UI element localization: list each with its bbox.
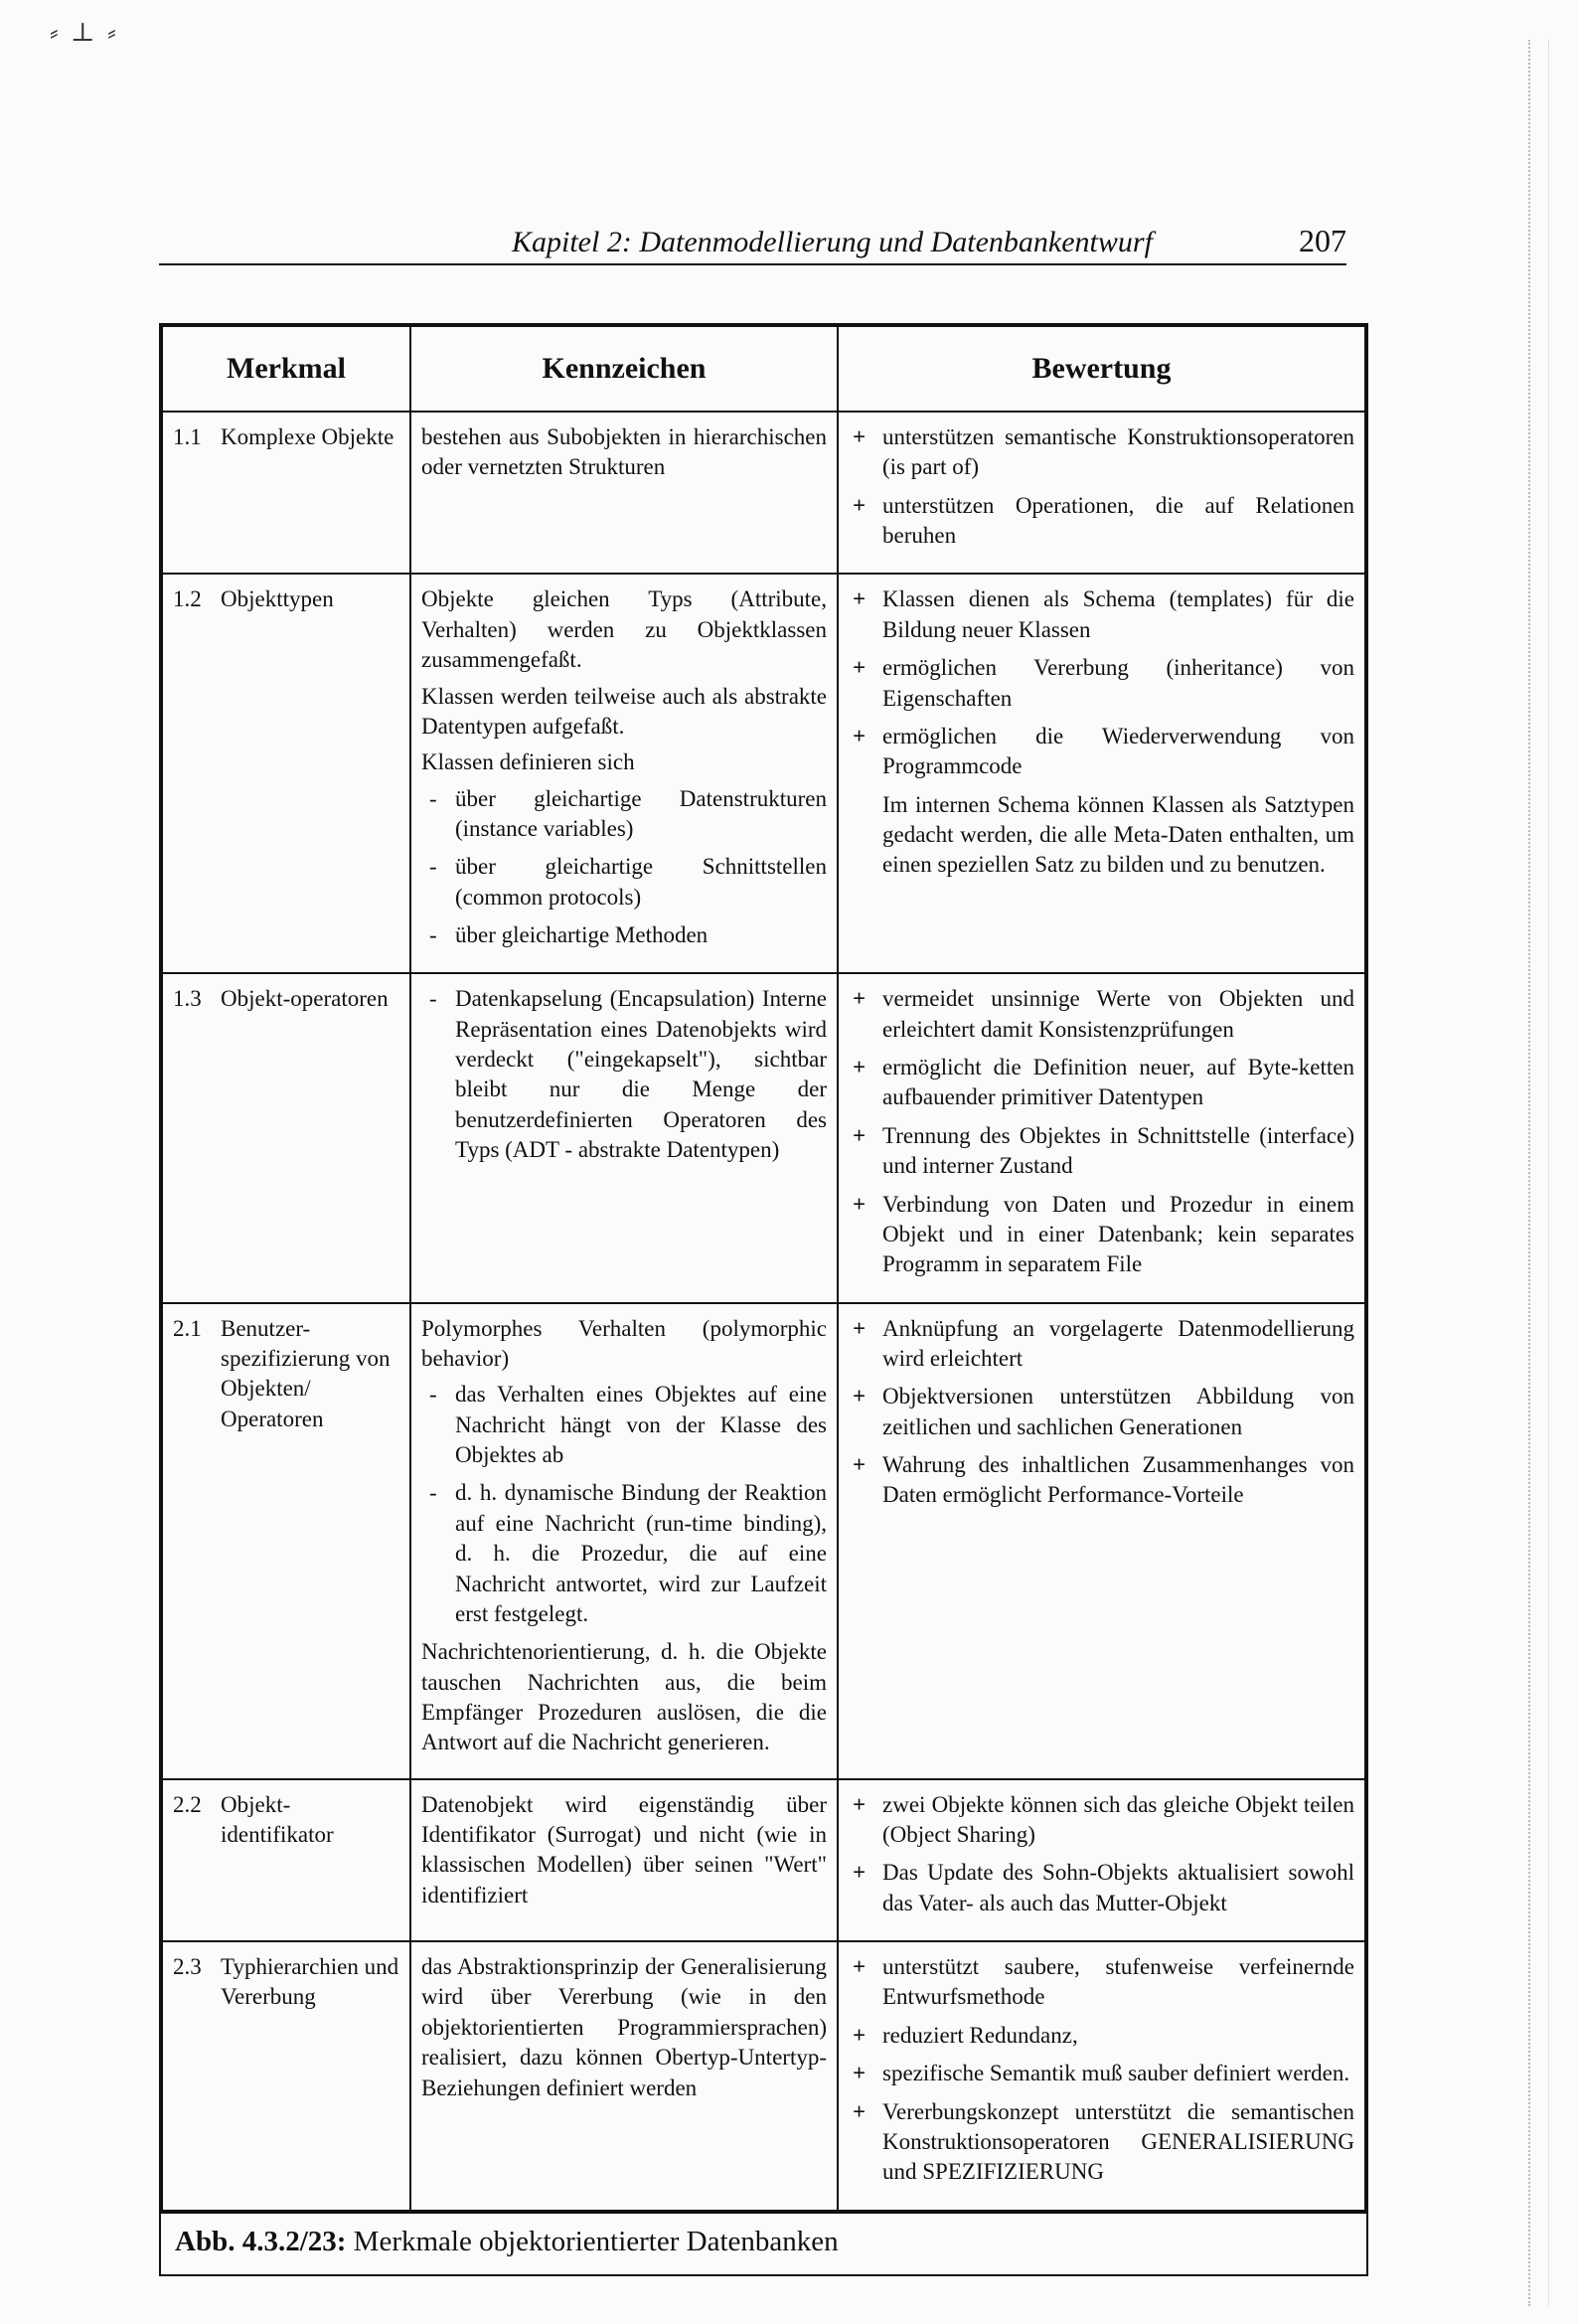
page-number: 207 [1299, 223, 1346, 258]
bewertung-list-item: + reduziert Redundanz, [849, 2021, 1354, 2051]
table-row [162, 1303, 1365, 1779]
bewertung-list [849, 1952, 1354, 2188]
kennzeichen-cell [410, 412, 838, 574]
caption-text: Merkmale objektorientierter Datenbanken [353, 2225, 839, 2257]
kennzeichen-text: Klassen werden teilweise auch als abstrakte Datentypen aufgefaßt. [421, 683, 827, 739]
feature-table [159, 323, 1368, 2276]
row-label: Benutzer-spezifizierung von Objekten/ Operatoren [221, 1315, 391, 1431]
column-header-merkmal: Merkmal [162, 326, 410, 412]
row-number: 2.1 [173, 1315, 202, 1341]
table-row [162, 574, 1365, 973]
kennzeichen-text: das Abstraktionsprinzip der Generalisierung wird über Vererbung (wie in den objektorientierten Programmiersprachen) realisiert, dazu können Obertyp-Untertyp-Beziehungen definiert werden [421, 1954, 827, 2100]
row-number: 1.3 [173, 986, 202, 1012]
merkmal-cell [162, 1303, 410, 1779]
kennzeichen-list [421, 1380, 827, 1629]
bewertung-list [849, 584, 1354, 781]
bewertung-list-item: + Trennung des Objektes in Schnittstelle (interface) und interner Zustand [849, 1121, 1354, 1182]
bewertung-list-item: + unterstützen Operationen, die auf Relationen beruhen [849, 491, 1354, 552]
bewertung-cell [838, 973, 1365, 1302]
kennzeichen-cell [410, 1941, 838, 2211]
merkmal-cell [162, 412, 410, 574]
bewertung-list-item: + ermöglichen die Wiederverwendung von Programmcode [849, 722, 1354, 782]
row-number: 2.2 [173, 1791, 202, 1817]
row-number: 1.2 [173, 586, 202, 612]
bewertung-list-item: + Wahrung des inhaltlichen Zusammenhanges von Daten ermöglicht Performance-Vorteile [849, 1450, 1354, 1511]
kennzeichen-list [421, 984, 827, 1165]
scan-edge-marks [1528, 40, 1549, 2306]
row-number: 2.3 [173, 1954, 202, 1980]
kennzeichen-list-item: - über gleichartige Methoden [421, 920, 827, 950]
merkmal-cell [162, 574, 410, 973]
merkmal-cell [162, 1941, 410, 2211]
kennzeichen-list-item: - Datenkapselung (Encapsulation) Interne Repräsentation eines Datenobjekts wird verdeckt ("eingekapselt"), sichtbar bleibt nur die Menge der benutzerdefinierten Operatoren des Typs (ADT - abstrakte Datentypen) [421, 984, 827, 1165]
bewertung-list-item: + Klassen dienen als Schema (templates) für die Bildung neuer Klassen [849, 584, 1354, 645]
bewertung-list [849, 1790, 1354, 1918]
kennzeichen-cell [410, 1779, 838, 1941]
kennzeichen-text: Nachrichtenorientierung, d. h. die Objekte tauschen Nachrichten aus, die beim Empfänger Prozeduren auslösen, die die Antwort auf die Nachricht generieren. [421, 1639, 827, 1755]
table-row [162, 1779, 1365, 1941]
kennzeichen-list [421, 784, 827, 951]
bewertung-cell [838, 574, 1365, 973]
bewertung-list-item: + ermöglicht die Definition neuer, auf Byte-ketten aufbauender primitiver Datentypen [849, 1053, 1354, 1113]
kennzeichen-cell [410, 1303, 838, 1779]
bewertung-cell [838, 1941, 1365, 2211]
scan-artifact: ⸗ ⊥ ⸗ [50, 18, 119, 47]
merkmal-cell [162, 973, 410, 1302]
chapter-title: Kapitel 2: Datenmodellierung und Datenbankentwurf [512, 226, 1153, 258]
table-row [162, 1941, 1365, 2211]
bewertung-list-item: + Objektversionen unterstützen Abbildung von zeitlichen und sachlichen Generationen [849, 1382, 1354, 1442]
table-header-row [162, 326, 1365, 412]
column-header-bewertung: Bewertung [838, 326, 1365, 412]
bewertung-cell [838, 1303, 1365, 1779]
merkmal-cell [162, 1779, 410, 1941]
kennzeichen-text: Datenobjekt wird eigenständig über Identifikator (Surrogat) und nicht (wie in klassischen Modellen) über seinen "Wert" identifiziert [421, 1791, 827, 1908]
kennzeichen-text: bestehen aus Subobjekten in hierarchischen oder vernetzten Strukturen [421, 424, 827, 480]
bewertung-cell [838, 1779, 1365, 1941]
bewertung-list-item: + spezifische Semantik muß sauber definiert werden. [849, 2059, 1354, 2088]
bewertung-list [849, 984, 1354, 1279]
bewertung-list-item: + Verbindung von Daten und Prozedur in einem Objekt und in einer Datenbank; kein separates Programm in separatem File [849, 1190, 1354, 1280]
column-header-kennzeichen: Kennzeichen [410, 326, 838, 412]
kennzeichen-list-item: - über gleichartige Datenstrukturen (instance variables) [421, 784, 827, 845]
bewertung-cell [838, 412, 1365, 574]
row-label: Objekttypen [221, 586, 334, 612]
bewertung-list [849, 1314, 1354, 1511]
row-label: Objekt-operatoren [221, 986, 389, 1012]
page-header [159, 194, 1346, 265]
bewertung-list-item: + unterstützen semantische Konstruktionsoperatoren (is part of) [849, 422, 1354, 483]
table-row [162, 973, 1365, 1302]
bewertung-list-item: + ermöglichen Vererbung (inheritance) von Eigenschaften [849, 653, 1354, 714]
row-label: Objekt-identifikator [221, 1791, 334, 1848]
bewertung-list-item: + vermeidet unsinnige Werte von Objekten und erleichtert damit Konsistenzprüfungen [849, 984, 1354, 1045]
kennzeichen-cell [410, 973, 838, 1302]
kennzeichen-text: Objekte gleichen Typs (Attribute, Verhalten) werden zu Objektklassen zusammengefaßt. [421, 586, 827, 673]
bewertung-list-item: + zwei Objekte können sich das gleiche Objekt teilen (Object Sharing) [849, 1790, 1354, 1851]
row-label: Komplexe Objekte [221, 424, 394, 449]
bewertung-list-item: + Anknüpfung an vorgelagerte Datenmodellierung wird erleichtert [849, 1314, 1354, 1375]
bewertung-note: Im internen Schema können Klassen als Satztypen gedacht werden, die alle Meta-Daten enthalten, um einen speziellen Satz zu bilden und zu benutzen. [882, 791, 1354, 878]
bewertung-list-item: + unterstützt saubere, stufenweise verfeinernde Entwurfsmethode [849, 1952, 1354, 2013]
bewertung-list-item: + Vererbungskonzept unterstützt die semantischen Konstruktionsoperatoren GENERALISIERUNG und SPEZIFIZIERUNG [849, 2097, 1354, 2188]
kennzeichen-text: Klassen definieren sich [421, 749, 635, 775]
row-number: 1.1 [173, 424, 202, 449]
kennzeichen-list-item: - über gleichartige Schnittstellen (common protocols) [421, 852, 827, 913]
bewertung-list [849, 422, 1354, 551]
figure-caption [161, 2212, 1366, 2274]
kennzeichen-cell [410, 574, 838, 973]
bewertung-list-item: + Das Update des Sohn-Objekts aktualisiert sowohl das Vater- als auch das Mutter-Objekt [849, 1858, 1354, 1918]
kennzeichen-list-item: - das Verhalten eines Objektes auf eine Nachricht hängt von der Klasse des Objektes ab [421, 1380, 827, 1470]
kennzeichen-text: Polymorphes Verhalten (polymorphic behavior) [421, 1315, 827, 1371]
table-row [162, 412, 1365, 574]
row-label: Typhierarchien und Vererbung [221, 1954, 399, 2010]
caption-label: Abb. 4.3.2/23: [175, 2225, 347, 2257]
kennzeichen-list-item: - d. h. dynamische Bindung der Reaktion auf eine Nachricht (run-time binding), d. h. die Prozedur, die auf eine Nachricht antwortet, wird zur Laufzeit erst festgelegt. [421, 1478, 827, 1629]
